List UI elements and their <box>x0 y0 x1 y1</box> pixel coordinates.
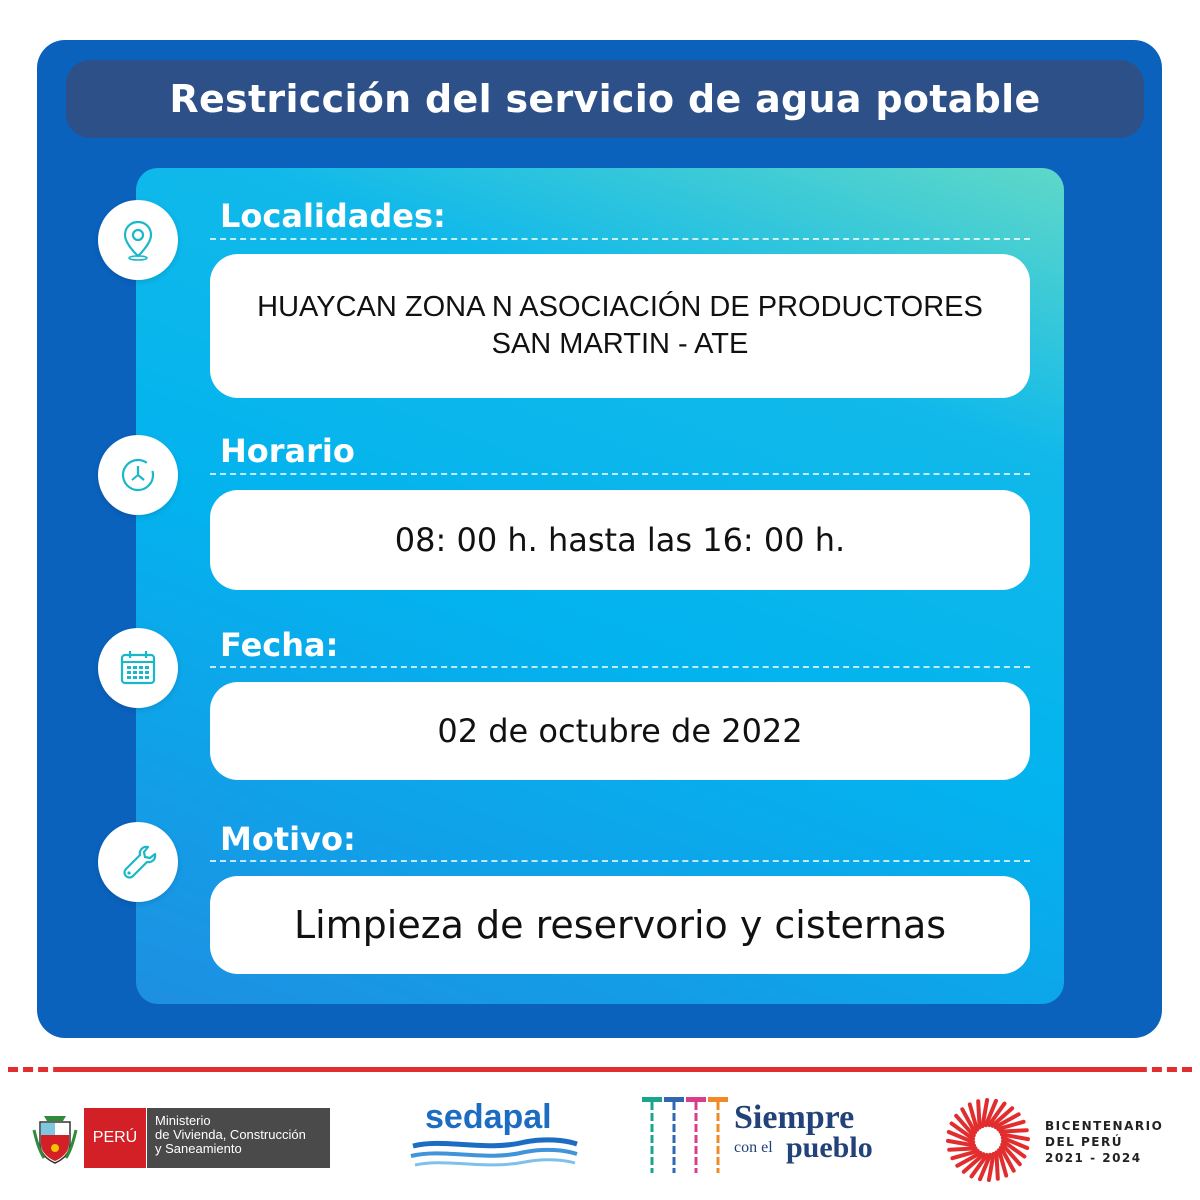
horario-value: 08: 00 h. hasta las 16: 00 h. <box>394 521 846 559</box>
localidades-line-2: SAN MARTIN - ATE <box>491 328 749 360</box>
sedapal-name: sedapal <box>425 1098 552 1136</box>
bicentenario-line-2: DEL PERÚ <box>1045 1135 1123 1149</box>
section-label-localidades: Localidades: <box>220 197 446 235</box>
sun-ray <box>949 1148 975 1149</box>
sun-ray <box>978 1101 979 1127</box>
card-horario <box>210 490 1030 590</box>
localidades-line-1: HUAYCAN ZONA N ASOCIACIÓN DE PRODUCTORES <box>257 291 983 323</box>
ministry-line-1: Ministerio <box>155 1113 211 1128</box>
bicentenario-line-3: 2021 - 2024 <box>1045 1151 1142 1165</box>
ministry-name <box>146 1108 330 1168</box>
card-motivo <box>210 876 1030 974</box>
siempre-columns-icon <box>640 1093 732 1181</box>
siempre-line-1: Siempre <box>734 1099 855 1136</box>
location-pin-icon <box>98 200 178 280</box>
divider <box>210 666 1030 668</box>
peru-label: PERÚ <box>84 1108 146 1168</box>
section-label-motivo: Motivo: <box>220 820 356 858</box>
ministry-line-3: y Saneamiento <box>155 1141 242 1156</box>
divider <box>210 238 1030 240</box>
sedapal-waves-icon <box>405 1136 585 1176</box>
bicentenario-sun-icon <box>943 1095 1033 1185</box>
fecha-value: 02 de octubre de 2022 <box>437 712 803 750</box>
bicentenario-logo <box>943 1095 1183 1185</box>
siempre-con-el-pueblo-logo <box>640 1093 890 1183</box>
ministerio-logo <box>30 1108 330 1168</box>
sun-ray <box>996 1152 997 1178</box>
card-fecha <box>210 682 1030 780</box>
bicentenario-line-1: BICENTENARIO <box>1045 1119 1164 1133</box>
clock-icon <box>98 435 178 515</box>
divider <box>210 860 1030 862</box>
sun-ray <box>1000 1130 1026 1131</box>
section-label-horario: Horario <box>220 432 355 470</box>
siempre-line-2-bold: pueblo <box>786 1131 873 1164</box>
sedapal-logo <box>405 1098 585 1178</box>
siempre-line-2-small: con el <box>734 1139 773 1156</box>
footer-red-line <box>60 1067 1140 1072</box>
calendar-icon <box>98 628 178 708</box>
motivo-value: Limpieza de reservorio y cisternas <box>293 903 947 947</box>
divider <box>210 473 1030 475</box>
peru-coat-of-arms-icon <box>30 1108 80 1168</box>
ministry-line-2: de Vivienda, Construcción <box>155 1127 306 1142</box>
page-title: Restricción del servicio de agua potable <box>169 77 1041 121</box>
card-localidades <box>210 254 1030 398</box>
section-label-fecha: Fecha: <box>220 626 339 664</box>
title-bar <box>66 60 1144 138</box>
wrench-icon <box>98 822 178 902</box>
